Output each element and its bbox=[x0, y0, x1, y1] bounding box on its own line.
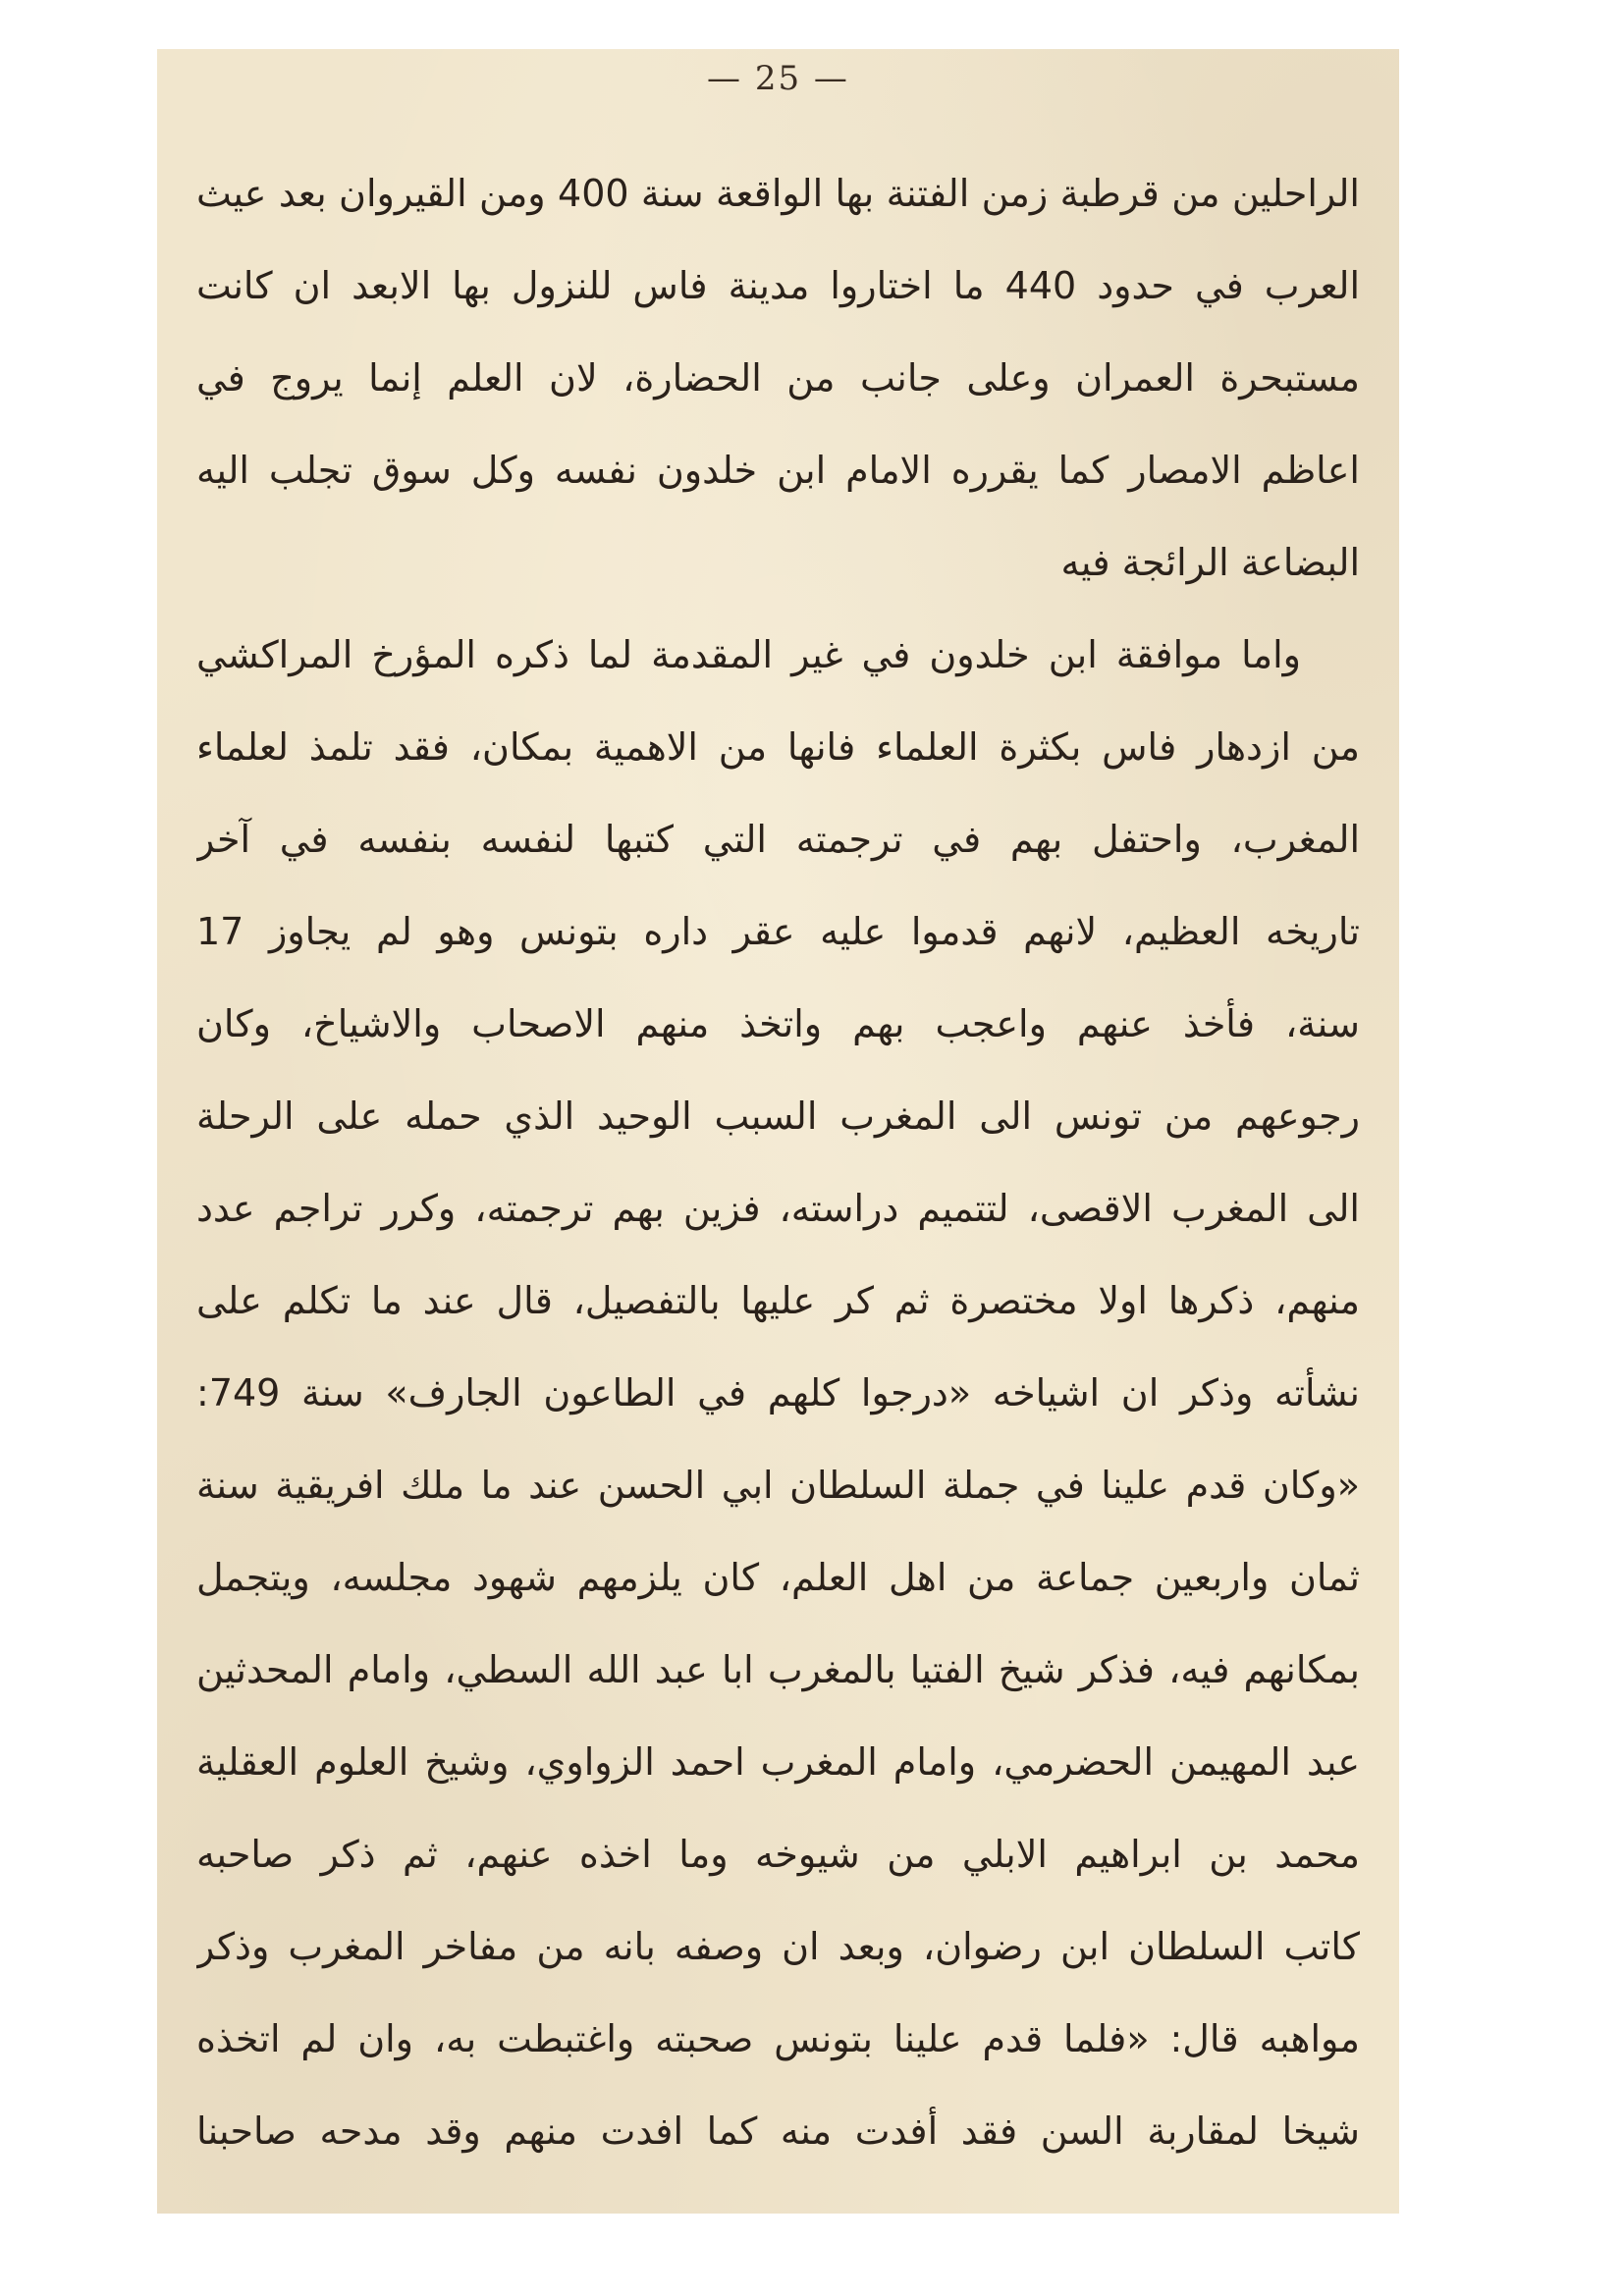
text-line: الراحلين من قرطبة زمن الفتنة بها الواقعة سنة 400 ومن القيروان بعد عيث bbox=[196, 172, 1360, 215]
text-line: «وكان قدم علينا في جملة السلطان ابي الحسن عند ما ملك افريقية سنة bbox=[196, 1464, 1360, 1507]
text-line: منهم، ذكرها اولا مختصرة ثم كر عليها بالتفصيل، قال عند ما تكلم على bbox=[196, 1279, 1360, 1322]
text-line: البضاعة الرائجة فيه bbox=[1060, 541, 1360, 584]
text-line: رجوعهم من تونس الى المغرب السبب الوحيد الذي حمله على الرحلة bbox=[196, 1095, 1360, 1138]
text-line: ثمان واربعين جماعة من اهل العلم، كان يلزمهم شهود مجلسه، ويتجمل bbox=[196, 1556, 1360, 1599]
text-line: اعاظم الامصار كما يقرره الامام ابن خلدون نفسه وكل سوق تجلب اليه bbox=[196, 449, 1360, 492]
text-line: المغرب، واحتفل بهم في ترجمته التي كتبها لنفسه بنفسه في آخر bbox=[196, 818, 1360, 861]
text-line: العرب في حدود 440 ما اختاروا مدينة فاس للنزول بها الابعد ان كانت bbox=[196, 264, 1360, 307]
text-line: تاريخه العظيم، لانهم قدموا عليه عقر داره بتونس وهو لم يجاوز 17 bbox=[196, 910, 1360, 953]
text-line: كاتب السلطان ابن رضوان، وبعد ان وصفه بانه من مفاخر المغرب وذكر bbox=[196, 1925, 1360, 1968]
scanned-page bbox=[157, 49, 1399, 2214]
text-line: سنة، فأخذ عنهم واعجب بهم واتخذ منهم الاصحاب والاشياخ، وكان bbox=[196, 1002, 1360, 1045]
text-line: بمكانهم فيه، فذكر شيخ الفتيا بالمغرب ابا عبد الله السطي، وامام المحدثين bbox=[196, 1648, 1360, 1691]
body-text bbox=[196, 147, 1360, 2177]
text-line: محمد بن ابراهيم الابلي من شيوخه وما اخذه عنهم، ثم ذكر صاحبه bbox=[196, 1833, 1360, 1876]
text-line: عبد المهيمن الحضرمي، وامام المغرب احمد الزواوي، وشيخ العلوم العقلية bbox=[196, 1740, 1360, 1784]
text-line: نشأته وذكر ان اشياخه «درجوا كلهم في الطاعون الجارف» سنة 749: bbox=[196, 1371, 1360, 1415]
text-line: الى المغرب الاقصى، لتتميم دراسته، فزين بهم ترجمته، وكرر تراجم عدد bbox=[196, 1187, 1360, 1230]
text-line: شيخا لمقاربة السن فقد أفدت منه كما افدت منهم وقد مدحه صاحبنا bbox=[196, 2109, 1360, 2153]
text-line: واما موافقة ابن خلدون في غير المقدمة لما ذكره المؤرخ المراكشي bbox=[196, 633, 1301, 676]
text-line: من ازدهار فاس بكثرة العلماء فانها من الاهمية بمكان، فقد تلمذ لعلماء bbox=[196, 725, 1360, 769]
page-number: — 25 — bbox=[707, 59, 849, 98]
text-line: مستبحرة العمران وعلى جانب من الحضارة، لان العلم إنما يروج في bbox=[196, 356, 1360, 400]
text-line: مواهبه قال: «فلما قدم علينا بتونس صحبته واغتبطت به، وان لم اتخذه bbox=[196, 2017, 1360, 2060]
